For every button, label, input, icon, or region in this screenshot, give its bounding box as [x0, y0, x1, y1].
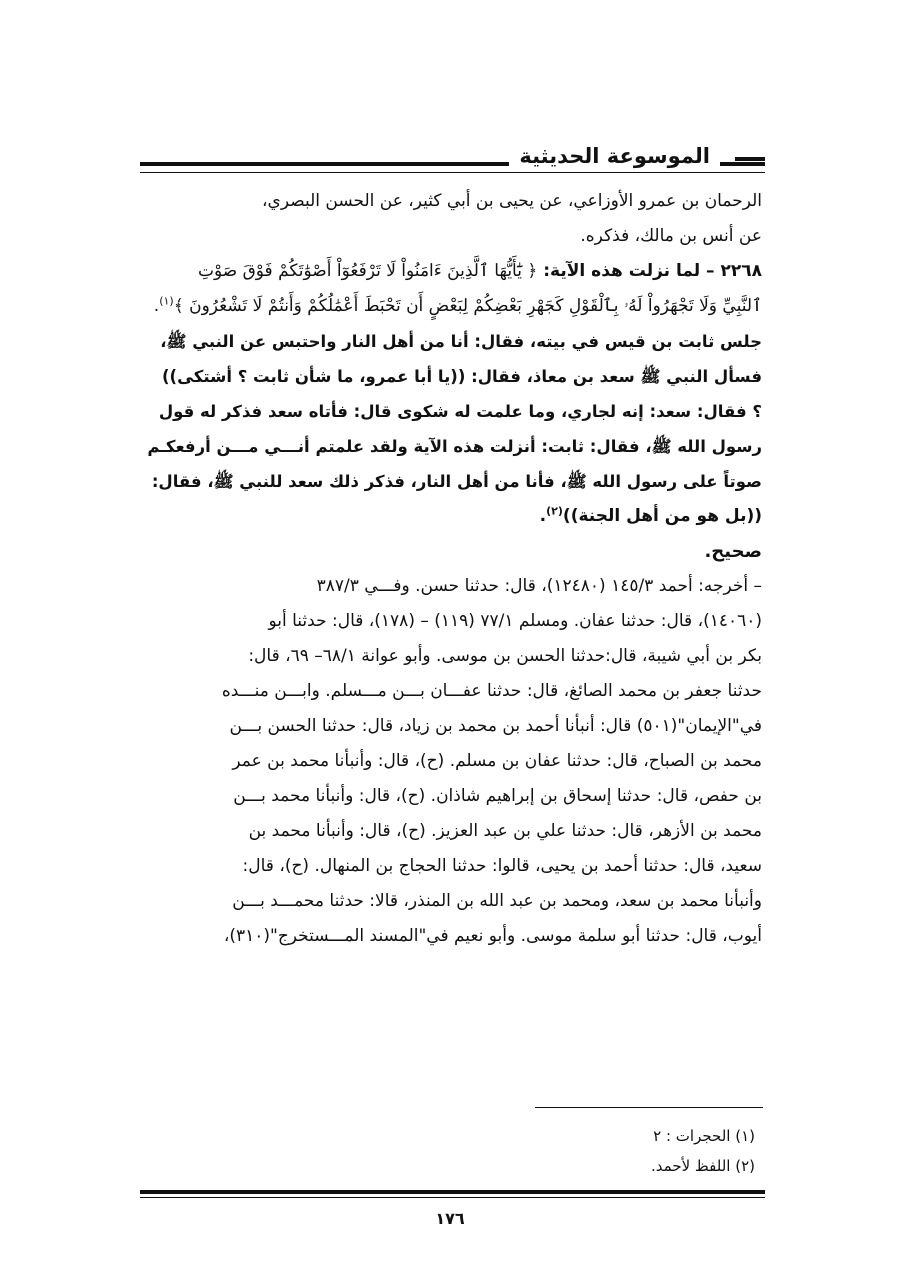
footnotes [355, 1121, 755, 1181]
footnote-separator [535, 1107, 763, 1108]
takhrij-line: حدثنا جعفر بن محمد الصائغ، قال: حدثنا عفـــان بـــن مـــسلم. وابـــن منـــده [221, 681, 762, 701]
takhrij-line: بكر بن أبي شيبة، قال:حدثنا الحسن بن موسى. وأبو عوانة ٦٨/١– ٦٩، قال: [248, 646, 762, 666]
text-line: الرحمان بن عمرو الأوزاعي، عن يحيى بن أبي كثير، عن الحسن البصري، [262, 191, 762, 211]
takhrij-line: أيوب، قال: حدثنا أبو سلمة موسى. وأبو نعيم في"المسند المـــستخرج"(٣١٠)، [223, 926, 762, 946]
hadith-line: ؟ فقال: سعد: إنه لجاري، وما علمت له شكوى قال: فأتاه سعد فذكر له قول [158, 402, 762, 421]
footnote-ref-2[interactable]: (٢) [546, 504, 563, 518]
text-line: عن أنس بن مالك، فذكره. [580, 226, 762, 246]
takhrij-line: محمد بن الصباح، قال: حدثنا عفان بن مسلم. (ح)، قال: وأنبأنا محمد بن عمر [232, 751, 762, 771]
takhrij-line: محمد بن الأزهر، قال: حدثنا علي بن عبد العزيز. (ح)، قال: وأنبأنا محمد بن [248, 821, 762, 841]
header-title: الموسوعة الحديثية [509, 142, 720, 170]
takhrij-line: وأنبأنا محمد بن سعد، ومحمد بن عبد الله بن المنذر، قالا: حدثنا محمـــد بـــن [232, 891, 762, 911]
footnote-2: (٢) اللفظ لأحمد. [651, 1157, 755, 1175]
takhrij-line: – أخرجه: أحمد ١٤٥/٣ (١٢٤٨٠)، قال: حدثنا حسن. وفـــي ٣٨٧/٣ [316, 576, 762, 596]
quran-verse-part2: ٱلنَّبِيِّ وَلَا تَجْهَرُواْ لَهُۥ بِٱلْقَوْلِ كَجَهْرِ بَعْضِكُمْ لِبَعْضٍ أَن تَحْبَطَ أَعْمَٰلُكُمْ وَأَنتُمْ لَا تَشْعُرُونَ ﴾ [173, 296, 762, 316]
verse-end-punct: . [153, 296, 160, 316]
header-dash [735, 157, 765, 161]
header-rule-thin [140, 172, 765, 173]
takhrij-line: (١٤٠٦٠)، قال: حدثنا عفان. ومسلم ٧٧/١ (١١٩) – (١٧٨)، قال: حدثنا أبو [268, 611, 762, 631]
hadith-line: صوتاً على رسول الله ﷺ، فأنا من أهل النار، فذكر ذلك سعد للنبي ﷺ، فقال: [151, 472, 762, 491]
footer-rule-thick [140, 1190, 765, 1194]
takhrij-line: بن حفص، قال: حدثنا إسحاق بن إبراهيم شاذان. (ح)، قال: وأنبأنا محمد بـــن [233, 786, 762, 806]
verse-line [145, 289, 762, 324]
hadith-line: فسأل النبي ﷺ سعد بن معاذ، فقال: ((يا أبا عمرو، ما شأن ثابت ؟ أشتكى)) [161, 367, 762, 386]
quran-verse-part1: ﴿ يَٰٓأَيُّهَا ٱلَّذِينَ ءَامَنُواْ لَا تَرْفَعُوٓاْ أَصْوَٰتَكُمْ فَوْقَ صَوْتِ [197, 261, 538, 281]
hadith-end-punct: . [539, 506, 547, 526]
takhrij-line: سعيد، قال: حدثنا أحمد بن يحيى، قالوا: حدثنا الحجاج بن المنهال. (ح)، قال: [242, 856, 762, 876]
hadith-grade: صحيح. [704, 541, 762, 562]
hadith-heading-line [145, 254, 762, 289]
footnote-ref-1[interactable]: (١) [159, 294, 174, 308]
takhrij-line: في"الإيمان"(٥٠١) قال: أنبأنا أحمد بن محمد بن زياد، قال: حدثنا الحسن بـــن [229, 716, 762, 736]
running-header [140, 140, 765, 176]
page-number: ١٧٦ [435, 1209, 465, 1228]
hadith-last-line [145, 499, 762, 534]
hadith-number-intro: ٢٢٦٨ – لما نزلت هذه الآية: [537, 261, 762, 281]
hadith-closing-text: ((بل هو من أهل الجنة)) [562, 506, 762, 526]
footnote-1: (١) الحجرات : ٢ [653, 1127, 755, 1145]
hadith-line: رسول الله ﷺ، فقال: ثابت: أنزلت هذه الآية ولقد علمتم أنـــي مـــن أرفعكـم [147, 437, 762, 456]
hadith-line: جلس ثابت بن قيس في بيته، فقال: أنا من أهل النار واحتبس عن النبي ﷺ، [160, 332, 762, 351]
main-text [145, 184, 762, 954]
footer-rule-thin [140, 1197, 765, 1198]
